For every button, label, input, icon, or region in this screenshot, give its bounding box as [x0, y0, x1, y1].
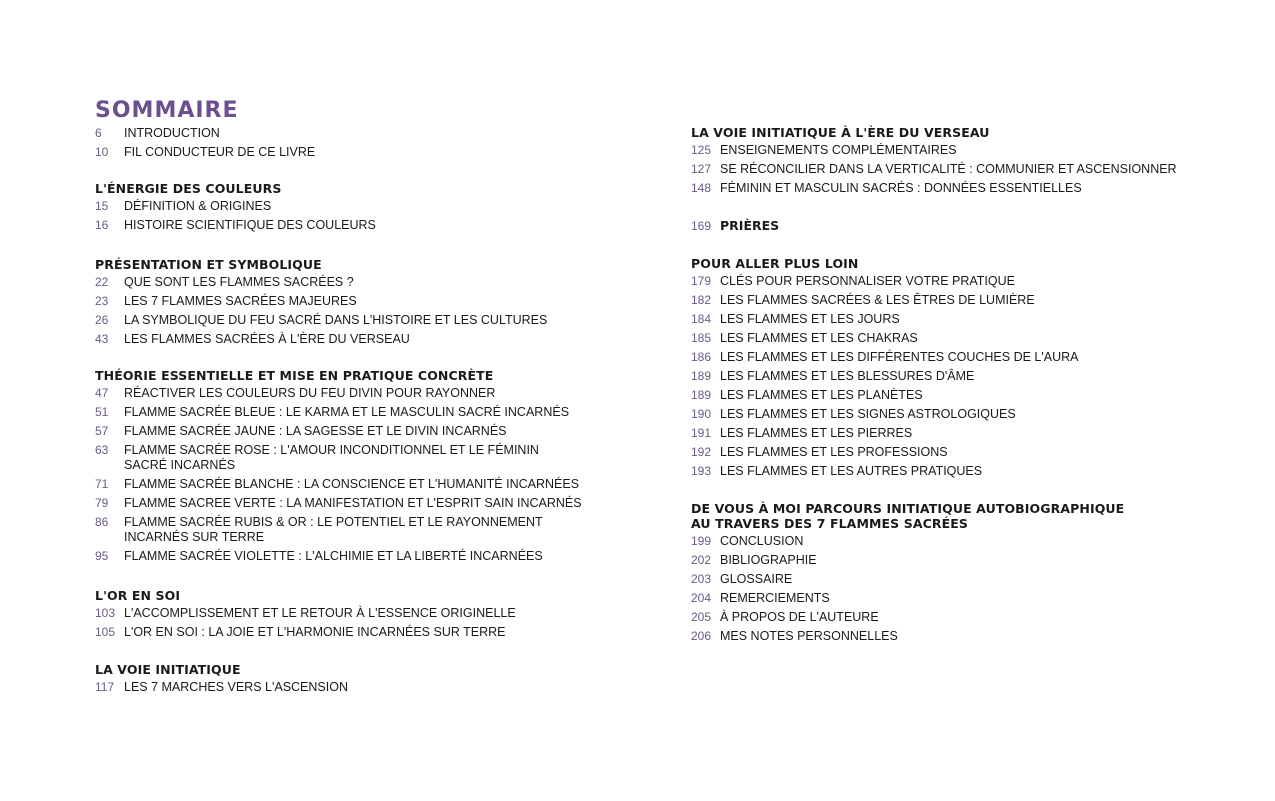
section-title: LA VOIE INITIATIQUE À L'ÈRE DU VERSEAU: [691, 125, 990, 140]
entry-label: REMERCIEMENTS: [720, 591, 830, 605]
toc-entry[interactable]: [691, 591, 1131, 606]
toc-entry[interactable]: [691, 445, 1211, 460]
page-number: 117: [95, 680, 115, 694]
toc-section: [691, 218, 1211, 233]
toc-entry[interactable]: [691, 331, 1211, 346]
page-number: 199: [691, 534, 712, 548]
entry-label: LES FLAMMES ET LES PROFESSIONS: [720, 445, 948, 459]
page-number: 71: [95, 477, 109, 491]
page-number: 43: [95, 332, 109, 346]
entry-label: LES 7 MARCHES VERS L'ASCENSION: [124, 680, 348, 694]
toc-entry[interactable]: [95, 496, 615, 511]
page-number: 6: [95, 126, 102, 140]
entry-label: LES 7 FLAMMES SACRÉES MAJEURES: [124, 294, 357, 308]
toc-entry[interactable]: [691, 534, 1131, 549]
page-number: 203: [691, 572, 712, 586]
page-number: 79: [95, 496, 109, 510]
toc-entry[interactable]: [691, 610, 1131, 625]
toc-entry[interactable]: [691, 464, 1211, 479]
page-number: 202: [691, 553, 712, 567]
toc-entry[interactable]: [95, 332, 615, 347]
page-number: 23: [95, 294, 109, 308]
section-title: PRÉSENTATION ET SYMBOLIQUE: [95, 257, 322, 272]
toc-entry[interactable]: [95, 145, 615, 160]
toc-entry[interactable]: [95, 477, 615, 492]
toc-entry[interactable]: [691, 181, 1211, 196]
entry-label: FÉMININ ET MASCULIN SACRÉS : DONNÉES ESSENTIELLES: [720, 181, 1082, 195]
page-number: 57: [95, 424, 109, 438]
page-number: 103: [95, 606, 116, 620]
toc-entry[interactable]: [95, 199, 615, 214]
entry-label: QUE SONT LES FLAMMES SACRÉES ?: [124, 275, 354, 289]
page-number: 205: [691, 610, 712, 624]
page-number: 169: [691, 219, 712, 233]
toc-entry[interactable]: [95, 443, 570, 473]
page-number: 86: [95, 515, 109, 529]
toc-entry[interactable]: [691, 162, 1211, 177]
toc-entry[interactable]: [95, 218, 615, 233]
page-number: 179: [691, 274, 712, 288]
toc-entry[interactable]: [691, 369, 1211, 384]
toc-section: [95, 588, 615, 644]
entry-label: MES NOTES PERSONNELLES: [720, 629, 898, 643]
entry-label: GLOSSAIRE: [720, 572, 793, 586]
toc-entry[interactable]: [691, 407, 1211, 422]
section-title: LA VOIE INITIATIQUE: [95, 662, 241, 677]
page-number: 189: [691, 369, 712, 383]
toc-section: [95, 662, 615, 699]
entry-label: LA SYMBOLIQUE DU FEU SACRÉ DANS L'HISTOIRE ET LES CULTURES: [124, 313, 548, 327]
entry-label: LES FLAMMES ET LES JOURS: [720, 312, 900, 326]
toc-entry[interactable]: [95, 625, 615, 640]
page-number: 189: [691, 388, 712, 402]
toc-section: [95, 368, 615, 568]
toc-entry[interactable]: [95, 386, 615, 401]
entry-label: LES FLAMMES ET LES CHAKRAS: [720, 331, 918, 345]
toc-section: [95, 257, 615, 351]
section-title: L'OR EN SOI: [95, 588, 181, 603]
section-title: L'ÉNERGIE DES COULEURS: [95, 181, 282, 196]
toc-entry[interactable]: [691, 388, 1211, 403]
toc-section: [691, 125, 1211, 200]
entry-label: ENSEIGNEMENTS COMPLÉMENTAIRES: [720, 143, 957, 157]
entry-label: LES FLAMMES ET LES DIFFÉRENTES COUCHES DE L'AURA: [720, 350, 1079, 364]
entry-label: DÉFINITION & ORIGINES: [124, 199, 272, 213]
page-title: SOMMAIRE: [95, 98, 239, 123]
page-number: 51: [95, 405, 109, 419]
page-number: 22: [95, 275, 109, 289]
toc-section: [95, 181, 615, 237]
page-number: 10: [95, 145, 109, 159]
entry-label: FLAMME SACRÉE VIOLETTE : L'ALCHIMIE ET LA LIBERTÉ INCARNÉES: [124, 549, 543, 563]
toc-entry[interactable]: [691, 274, 1211, 289]
toc-entry[interactable]: [691, 218, 1211, 233]
entry-label: FLAMME SACRÉE JAUNE : LA SAGESSE ET LE DIVIN INCARNÉS: [124, 424, 507, 438]
toc-entry[interactable]: [691, 143, 1211, 158]
entry-label: FLAMME SACREE VERTE : LA MANIFESTATION ET L'ESPRIT SAIN INCARNÉS: [124, 496, 582, 510]
toc-entry[interactable]: [95, 126, 615, 141]
entry-label: LES FLAMMES ET LES SIGNES ASTROLOGIQUES: [720, 407, 1016, 421]
page-number: 125: [691, 143, 712, 157]
entry-label: À PROPOS DE L'AUTEURE: [720, 610, 879, 624]
entry-label: FLAMME SACRÉE BLANCHE : LA CONSCIENCE ET L'HUMANITÉ INCARNÉES: [124, 477, 580, 491]
toc-entry[interactable]: [95, 515, 585, 545]
page-number: 193: [691, 464, 712, 478]
toc-entry[interactable]: [691, 312, 1211, 327]
entry-label: LES FLAMMES ET LES BLESSURES D'ÂME: [720, 369, 975, 383]
page-number: 47: [95, 386, 109, 400]
entry-label: LES FLAMMES ET LES PIERRES: [720, 426, 913, 440]
page-number: 204: [691, 591, 712, 605]
entry-label: CLÉS POUR PERSONNALISER VOTRE PRATIQUE: [720, 274, 1015, 288]
section-title: POUR ALLER PLUS LOIN: [691, 256, 859, 271]
toc-entry[interactable]: [95, 405, 615, 420]
page-number: 95: [95, 549, 109, 563]
section-title: THÉORIE ESSENTIELLE ET MISE EN PRATIQUE CONCRÈTE: [95, 368, 494, 383]
entry-label: L'OR EN SOI : LA JOIE ET L'HARMONIE INCARNÉES SUR TERRE: [124, 625, 506, 639]
entry-label: RÉACTIVER LES COULEURS DU FEU DIVIN POUR RAYONNER: [124, 386, 496, 400]
toc-entry[interactable]: [95, 294, 615, 309]
entry-label: L'ACCOMPLISSEMENT ET LE RETOUR À L'ESSENCE ORIGINELLE: [124, 606, 516, 620]
page-number: 16: [95, 218, 109, 232]
toc-intro: [95, 126, 615, 164]
page-number: 26: [95, 313, 109, 327]
toc-entry[interactable]: [95, 680, 615, 695]
toc-entry[interactable]: [95, 313, 615, 328]
entry-label: LES FLAMMES SACRÉES À L'ÈRE DU VERSEAU: [124, 332, 410, 346]
section-title: DE VOUS À MOI PARCOURS INITIATIQUE AUTOBIOGRAPHIQUE AU TRAVERS DES 7 FLAMMES SACRÉES: [691, 501, 1125, 531]
page-number: 192: [691, 445, 712, 459]
page-number: 184: [691, 312, 712, 326]
entry-label: SE RÉCONCILIER DANS LA VERTICALITÉ : COMMUNIER ET ASCENSIONNER: [720, 162, 1177, 176]
toc-entry[interactable]: [691, 629, 1131, 644]
toc-entry[interactable]: [691, 426, 1211, 441]
entry-label: HISTOIRE SCIENTIFIQUE DES COULEURS: [124, 218, 376, 232]
page-number: 185: [691, 331, 712, 345]
toc-entry[interactable]: [95, 606, 615, 621]
toc-section: [691, 256, 1211, 483]
toc-entry[interactable]: [691, 572, 1131, 587]
entry-label: FLAMME SACRÉE ROSE : L'AMOUR INCONDITIONNEL ET LE FÉMININ SACRÉ INCARNÉS: [124, 443, 539, 472]
toc-entry[interactable]: [691, 350, 1211, 365]
toc-entry[interactable]: [95, 549, 615, 564]
toc-section: [691, 501, 1131, 648]
page-number: 206: [691, 629, 712, 643]
entry-label: FLAMME SACRÉE BLEUE : LE KARMA ET LE MASCULIN SACRÉ INCARNÉS: [124, 405, 570, 419]
page-number: 148: [691, 181, 712, 195]
page-number: 127: [691, 162, 712, 176]
page-number: 182: [691, 293, 712, 307]
entry-label: BIBLIOGRAPHIE: [720, 553, 817, 567]
page-number: 186: [691, 350, 712, 364]
page-number: 190: [691, 407, 712, 421]
entry-label: INTRODUCTION: [124, 126, 220, 140]
entry-label: LES FLAMMES ET LES AUTRES PRATIQUES: [720, 464, 983, 478]
toc-entry[interactable]: [95, 424, 615, 439]
page-number: 191: [691, 426, 712, 440]
entry-label: FLAMME SACRÉE RUBIS & OR : LE POTENTIEL ET LE RAYONNEMENT INCARNÉS SUR TERRE: [124, 515, 543, 544]
page-number: 105: [95, 625, 116, 639]
page-number: 63: [95, 443, 109, 457]
entry-label: FIL CONDUCTEUR DE CE LIVRE: [124, 145, 316, 159]
page-number: 15: [95, 199, 109, 213]
toc-entry[interactable]: [95, 275, 615, 290]
entry-label: CONCLUSION: [720, 534, 804, 548]
entry-label: LES FLAMMES ET LES PLANÈTES: [720, 388, 923, 402]
entry-label: LES FLAMMES SACRÉES & LES ÊTRES DE LUMIÈRE: [720, 293, 1035, 307]
toc-entry[interactable]: [691, 553, 1131, 568]
toc-entry[interactable]: [691, 293, 1211, 308]
section-title: PRIÈRES: [720, 218, 780, 233]
